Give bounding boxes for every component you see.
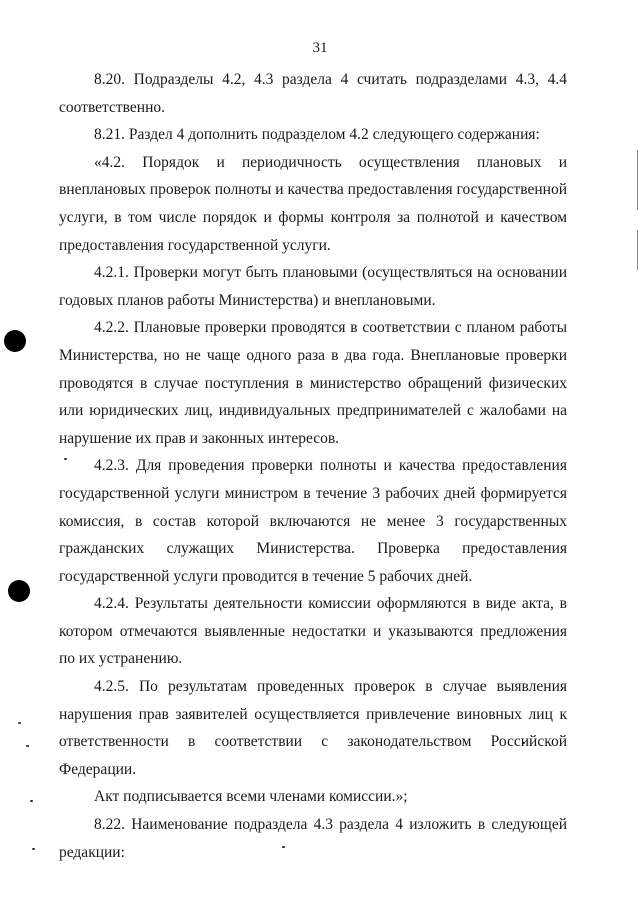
scan-speck — [32, 848, 35, 850]
paragraph: 8.20. Подразделы 4.2, 4.3 раздела 4 считать подразделами 4.3, 4.4 соответственно. — [59, 71, 567, 116]
punch-hole — [8, 580, 30, 602]
punch-hole — [4, 330, 26, 352]
paragraph: 4.2.1. Проверки могут быть плановыми (осуществляться на основании годовых планов работы Министерства) и внеплановыми. — [59, 264, 567, 309]
page-number: 31 — [312, 40, 328, 56]
paragraph: 4.2.2. Плановые проверки проводятся в соответствии с планом работы Министерства, но не чаще одного раза в два года. Внеплановые проверки проводятся в случае поступления в министерство обращений физических или юридических лиц, индивидуальных предпринимателей с жалобами на нарушение их прав и законных интересов. — [59, 319, 567, 447]
scan-speck — [18, 722, 21, 724]
paragraph: 4.2.3. Для проведения проверки полноты и качества предоставления государственной услуги министром в течение 3 рабочих дней формируется комиссия, в состав которой включаются не менее 3 государственных гражданских служащих Министерства. Проверка предоставления государственной услуги проводится в течение 5 рабочих дней. — [59, 457, 567, 585]
scan-edge-mark — [637, 150, 638, 210]
paragraph: 4.2.5. По результатам проведенных проверок в случае выявления нарушения прав заявителей осуществляется привлечение виновных лиц к ответственности в соответствии с законодательством Российской Федерации. — [59, 678, 567, 778]
document-body — [59, 66, 567, 866]
scan-speck — [26, 745, 29, 747]
scan-speck — [30, 800, 33, 802]
paragraph: 8.21. Раздел 4 дополнить подразделом 4.2 следующего содержания: — [94, 126, 540, 144]
scan-edge-mark — [637, 230, 638, 270]
paragraph: 8.22. Наименование подраздела 4.3 раздела 4 изложить в следующей редакции: — [59, 816, 567, 861]
paragraph: 4.2.4. Результаты деятельности комиссии оформляются в виде акта, в котором отмечаются выявленные недостатки и указываются предложения по их устранению. — [59, 595, 567, 668]
paragraph: «4.2. Порядок и периодичность осуществления плановых и внеплановых проверок полноты и качества предоставления государственной услуги, в том числе порядок и формы контроля за полнотой и качеством предоставления государственной услуги. — [59, 153, 567, 254]
paragraph: Акт подписывается всеми членами комиссии.»; — [94, 788, 408, 806]
